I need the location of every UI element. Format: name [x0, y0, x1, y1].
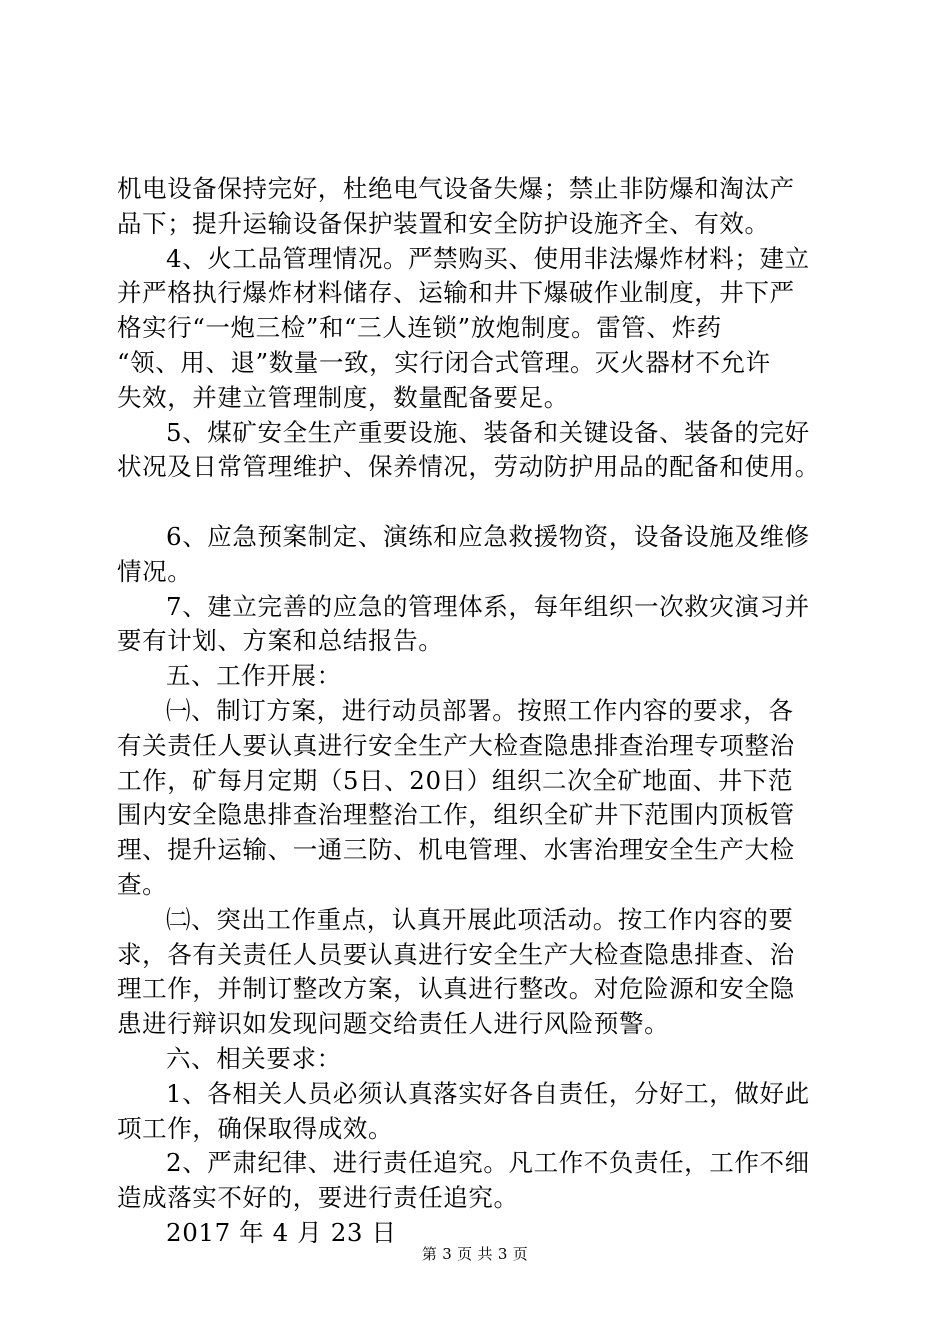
paragraph-first-line: 1、各相关人员必须认真落实好各自责任，分好工，做好此 [166, 1078, 810, 1108]
page-footer: 第 3 页 共 3 页 [421, 1245, 529, 1263]
section-heading: 六、相关要求： [166, 1043, 342, 1073]
text-line: 患进行辩识如发现问题交给责任人进行风险预警。 [117, 1009, 670, 1039]
paragraph-first-line: ㈠、制订方案，进行动员部署。按照工作内容的要求，各 [166, 695, 794, 725]
text-line: 并严格执行爆炸材料储存、运输和井下爆破作业制度，井下严 [117, 278, 795, 308]
paragraph-first-line: 2、严肃纪律、进行责任追究。凡工作不负责任，工作不细 [166, 1148, 810, 1178]
section-heading: 五、工作开展： [166, 661, 342, 691]
text-line: 品下；提升运输设备保护装置和安全防护设施齐全、有效。 [117, 208, 770, 238]
text-line: 格实行“一炮三检”和“三人连锁”放炮制度。雷管、炸药 [117, 313, 722, 343]
paragraph-first-line: ㈡、突出工作重点，认真开展此项活动。按工作内容的要 [166, 904, 794, 934]
text-line: 查。 [117, 869, 168, 899]
text-line: 求，各有关责任人员要认真进行安全生产大检查隐患排查、治 [117, 939, 795, 969]
text-line: 机电设备保持完好，杜绝电气设备失爆；禁止非防爆和淘汰产 [117, 174, 795, 203]
document-date: 2017 年 4 月 23 日 [166, 1217, 397, 1247]
text-line: 状况及日常管理维护、保养情况，劳动防护用品的配备和使用。 [117, 452, 820, 482]
text-line: 有关责任人要认真进行安全生产大检查隐患排查治理专项整治 [117, 730, 795, 760]
text-line: 要有计划、方案和总结报告。 [117, 626, 444, 656]
text-line: 理、提升运输、一通三防、机电管理、水害治理安全生产大检 [117, 835, 795, 865]
paragraph-first-line: 6、应急预案制定、演练和应急救援物资，设备设施及维修 [166, 521, 810, 551]
text-line: 理工作，并制订整改方案，认真进行整改。对危险源和安全隐 [117, 974, 795, 1004]
text-line: 情况。 [117, 556, 193, 586]
blank-line [117, 485, 852, 520]
text-line: 项工作，确保取得成效。 [117, 1113, 394, 1143]
text-line: 失效，并建立管理制度，数量配备要足。 [117, 382, 569, 412]
text-line: 围内安全隐患排查治理整治工作，组织全矿井下范围内顶板管 [117, 800, 795, 830]
document-body [117, 172, 852, 1251]
text-line: 造成落实不好的，要进行责任追究。 [117, 1183, 519, 1213]
paragraph-first-line: 7、建立完善的应急的管理体系，每年组织一次救灾演习并 [166, 591, 810, 621]
text-line: 工作，矿每月定期（5日、20日）组织二次全矿地面、井下范 [117, 765, 794, 795]
paragraph-first-line: 4、火工品管理情况。严禁购买、使用非法爆炸材料；建立 [166, 243, 810, 273]
text-line: “领、用、退”数量一致，实行闭合式管理。灭火器材不允许 [117, 347, 771, 377]
paragraph-first-line: 5、煤矿安全生产重要设施、装备和关键设备、装备的完好 [166, 417, 810, 447]
